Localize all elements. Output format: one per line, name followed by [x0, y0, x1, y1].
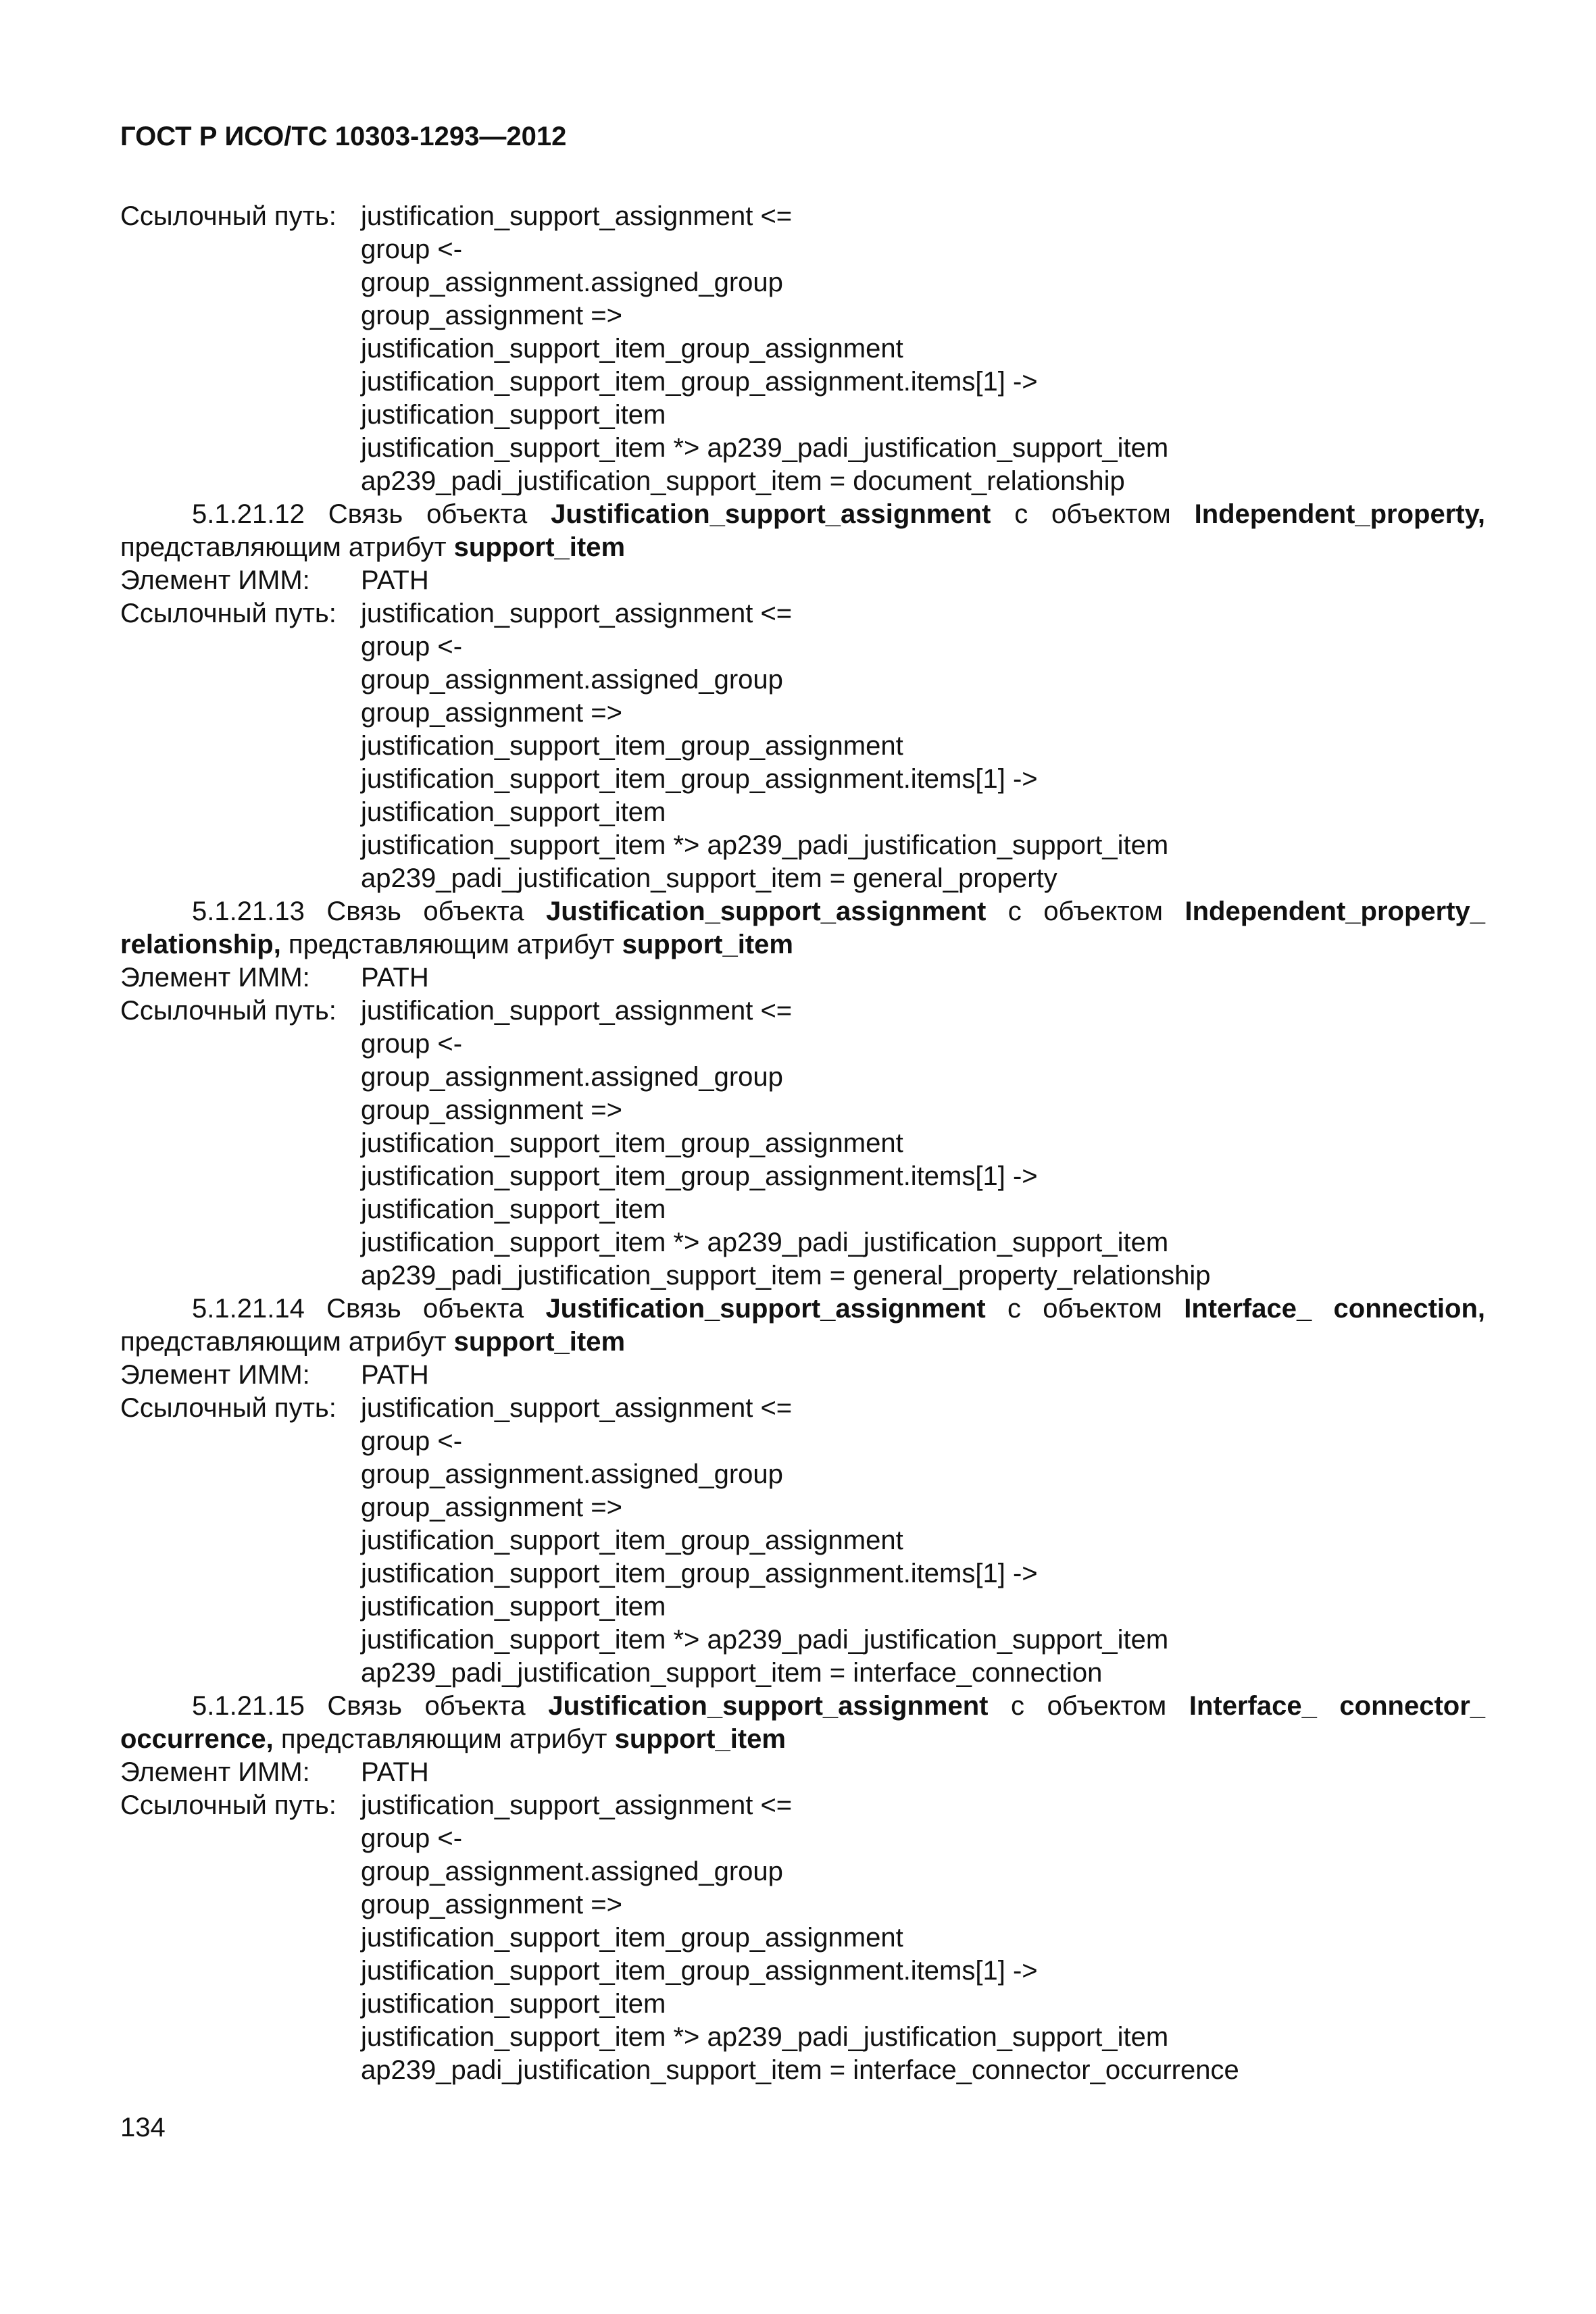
attribute-name: support_item: [614, 1724, 786, 1754]
ref-path-line: group_assignment =>: [361, 1095, 622, 1125]
mapping-section: [120, 498, 1485, 895]
target-entity: Independent_property_ relationship,: [120, 897, 1485, 959]
mapping-section: [120, 895, 1485, 1292]
ref-path-row: [120, 1392, 1485, 1425]
ref-path-line: justification_support_item *> ap239_padi_justification_support_item: [361, 830, 1169, 860]
ref-path-line: justification_support_item_group_assignment: [361, 1923, 903, 1953]
heading-text: представляющим атрибут: [120, 1327, 454, 1357]
ref-path-label: Ссылочный путь:: [120, 1790, 336, 1820]
ref-path-line: justification_support_item: [361, 1989, 666, 2019]
ref-path-line: group_assignment.assigned_group: [361, 665, 783, 695]
ref-path-label: Ссылочный путь:: [120, 996, 336, 1026]
heading-text: с объектом: [988, 1691, 1189, 1721]
ref-path-row: [120, 995, 1485, 1028]
aim-element-value: PATH: [361, 1360, 429, 1390]
aim-element-label: Элемент ИММ:: [120, 1360, 310, 1390]
section-heading: [120, 1690, 1485, 1756]
heading-text: с объектом: [991, 499, 1195, 529]
aim-element-row: [120, 1756, 1485, 1789]
heading-text: Связь объекта: [304, 897, 547, 926]
entity-name: Justification_support_assignment: [551, 499, 991, 529]
ref-path-line: ap239_padi_justification_support_item = general_property: [361, 863, 1057, 893]
ref-path-label: Ссылочный путь:: [120, 599, 336, 628]
heading-text: представляющим атрибут: [120, 532, 454, 562]
aim-element-label: Элемент ИММ:: [120, 963, 310, 992]
aim-element-value: PATH: [361, 1757, 429, 1787]
ref-path-line: justification_support_item_group_assignment: [361, 334, 903, 363]
ref-path-line: justification_support_item_group_assignment: [361, 1128, 903, 1158]
section-number: 5.1.21.14: [192, 1294, 305, 1324]
ref-path-line: group_assignment =>: [361, 301, 622, 330]
ref-path-line: justification_support_item_group_assignment.items[1] ->: [361, 367, 1038, 397]
aim-element-row: [120, 1359, 1485, 1392]
aim-element-row: [120, 961, 1485, 995]
ref-path-line: justification_support_item: [361, 400, 666, 430]
ref-path-line: group_assignment =>: [361, 698, 622, 728]
ref-path-row: [120, 597, 1485, 630]
attribute-name: support_item: [622, 930, 793, 959]
ref-path-line: justification_support_item_group_assignment: [361, 1526, 903, 1555]
document-header: ГОСТ Р ИСО/ТС 10303-1293—2012: [120, 122, 567, 151]
mapping-section: [120, 1690, 1485, 2087]
mapping-section: [120, 1292, 1485, 1690]
ref-path-first-line: justification_support_assignment <=: [361, 1393, 793, 1423]
ref-path-first-line: justification_support_assignment <=: [361, 599, 793, 628]
ref-path-line: ap239_padi_justification_support_item = general_property_relationship: [361, 1261, 1211, 1290]
ref-path-line: justification_support_item_group_assignment.items[1] ->: [361, 764, 1038, 794]
entity-name: Justification_support_assignment: [546, 897, 987, 926]
aim-element-value: PATH: [361, 963, 429, 992]
target-entity: Independent_property,: [1194, 499, 1485, 529]
ref-path-line: ap239_padi_justification_support_item = document_relationship: [361, 466, 1125, 496]
section-heading: [120, 895, 1485, 961]
ref-path-line: group <-: [361, 632, 463, 661]
attribute-name: support_item: [453, 1327, 626, 1357]
ref-path-row: [120, 200, 1485, 233]
ref-path-line: group_assignment.assigned_group: [361, 1459, 783, 1489]
aim-element-row: [120, 564, 1485, 597]
mapping-block-0: [120, 200, 1485, 498]
ref-path-line: group_assignment =>: [361, 1492, 622, 1522]
ref-path-line: ap239_padi_justification_support_item = interface_connector_occurrence: [361, 2055, 1239, 2085]
document-body: [120, 200, 1485, 2087]
ref-path-line: justification_support_item_group_assignment: [361, 731, 903, 761]
heading-text: с объектом: [985, 1294, 1184, 1324]
section-number: 5.1.21.15: [192, 1691, 305, 1721]
ref-path-line: group_assignment.assigned_group: [361, 268, 783, 297]
section-heading: [120, 1292, 1485, 1359]
ref-path-line: justification_support_item *> ap239_padi_justification_support_item: [361, 1228, 1169, 1257]
ref-path-line: justification_support_item *> ap239_padi_justification_support_item: [361, 1625, 1169, 1655]
section-number: 5.1.21.12: [192, 499, 305, 529]
heading-text: Связь объекта: [304, 1691, 549, 1721]
entity-name: Justification_support_assignment: [548, 1691, 989, 1721]
heading-text: с объектом: [986, 897, 1185, 926]
ref-path-line: justification_support_item_group_assignment.items[1] ->: [361, 1161, 1038, 1191]
ref-path-line: justification_support_item *> ap239_padi_justification_support_item: [361, 2022, 1169, 2052]
ref-path-line: ap239_padi_justification_support_item = interface_connection: [361, 1658, 1103, 1688]
ref-path-first-line: justification_support_assignment <=: [361, 996, 793, 1026]
ref-path-line: justification_support_item: [361, 1194, 666, 1224]
section-heading: [120, 498, 1485, 564]
ref-path-line: justification_support_item_group_assignment.items[1] ->: [361, 1956, 1038, 1986]
ref-path-line: group_assignment.assigned_group: [361, 1062, 783, 1092]
ref-path-line: group_assignment.assigned_group: [361, 1857, 783, 1886]
aim-element-label: Элемент ИММ:: [120, 1757, 310, 1787]
heading-text: представляющим атрибут: [273, 1724, 615, 1754]
ref-path-label: Ссылочный путь:: [120, 201, 336, 231]
ref-path-line: group <-: [361, 1426, 463, 1456]
ref-path-label: Ссылочный путь:: [120, 1393, 336, 1423]
target-entity: Interface_ connection,: [1184, 1294, 1485, 1324]
aim-element-label: Элемент ИММ:: [120, 565, 310, 595]
ref-path-line: group <-: [361, 1823, 463, 1853]
ref-path-line: justification_support_item_group_assignment.items[1] ->: [361, 1559, 1038, 1588]
heading-text: Связь объекта: [304, 499, 551, 529]
ref-path-line: group <-: [361, 1029, 463, 1059]
page-number: 134: [120, 2113, 166, 2142]
section-number: 5.1.21.13: [192, 897, 305, 926]
ref-path-line: group_assignment =>: [361, 1890, 622, 1919]
ref-path-line: justification_support_item *> ap239_padi_justification_support_item: [361, 433, 1169, 463]
ref-path-line: group <-: [361, 234, 463, 264]
ref-path-line: justification_support_item: [361, 1592, 666, 1621]
heading-text: Связь объекта: [304, 1294, 546, 1324]
ref-path-line: justification_support_item: [361, 797, 666, 827]
aim-element-value: PATH: [361, 565, 429, 595]
ref-path-first-line: justification_support_assignment <=: [361, 201, 793, 231]
target-entity: Interface_ connector_ occurrence,: [120, 1691, 1486, 1754]
heading-text: представляющим атрибут: [280, 930, 622, 959]
ref-path-first-line: justification_support_assignment <=: [361, 1790, 793, 1820]
entity-name: Justification_support_assignment: [545, 1294, 986, 1324]
ref-path-row: [120, 1789, 1485, 1822]
attribute-name: support_item: [453, 532, 626, 562]
